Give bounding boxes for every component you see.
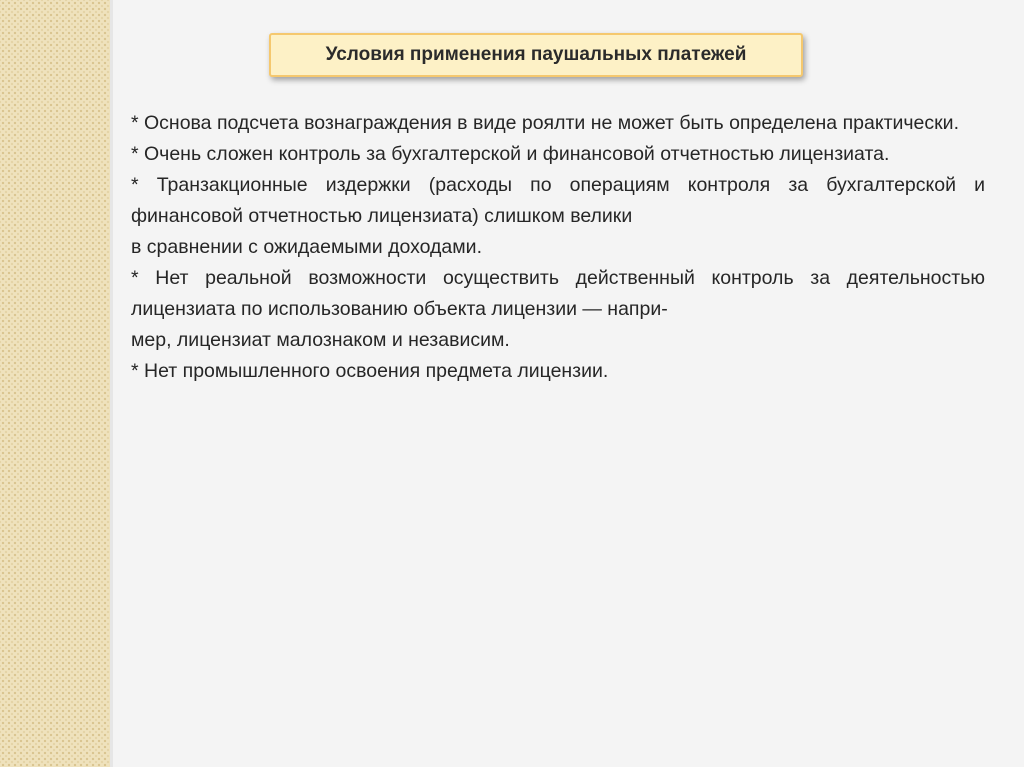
slide-body: [131, 108, 985, 387]
paragraph-transaction-costs: [131, 170, 985, 263]
paragraph-line: * Нет реальной возможности осуществить действенный контроль за деятельностью лицензиата по использованию объекта лицензии — напри-: [131, 267, 985, 320]
decorative-side-strip: [0, 0, 110, 767]
paragraph-line: * Основа подсчета вознаграждения в виде роялти не может быть определена практически.: [131, 112, 959, 134]
paragraph-line: * Транзакционные издержки (расходы по операциям контроля за бухгалтерской и финансовой отчетностью лицензиата) слишком велики: [131, 174, 985, 227]
paragraph-control-difficulty: [131, 139, 985, 170]
slide-title: Условия применения паушальных платежей: [325, 44, 747, 65]
paragraph-no-effective-control: [131, 263, 985, 356]
paragraph-line: мер, лицензиат малознаком и независим.: [131, 329, 510, 351]
paragraph-line: в сравнении с ожидаемыми доходами.: [131, 236, 482, 258]
slide-title-box: [269, 33, 803, 77]
paragraph-royalty-basis: [131, 108, 985, 139]
paragraph-no-industrial-use: [131, 356, 985, 387]
paragraph-line: * Нет промышленного освоения предмета лицензии.: [131, 360, 609, 382]
paragraph-line: * Очень сложен контроль за бухгалтерской и финансовой отчетностью лицензиата.: [131, 143, 890, 165]
